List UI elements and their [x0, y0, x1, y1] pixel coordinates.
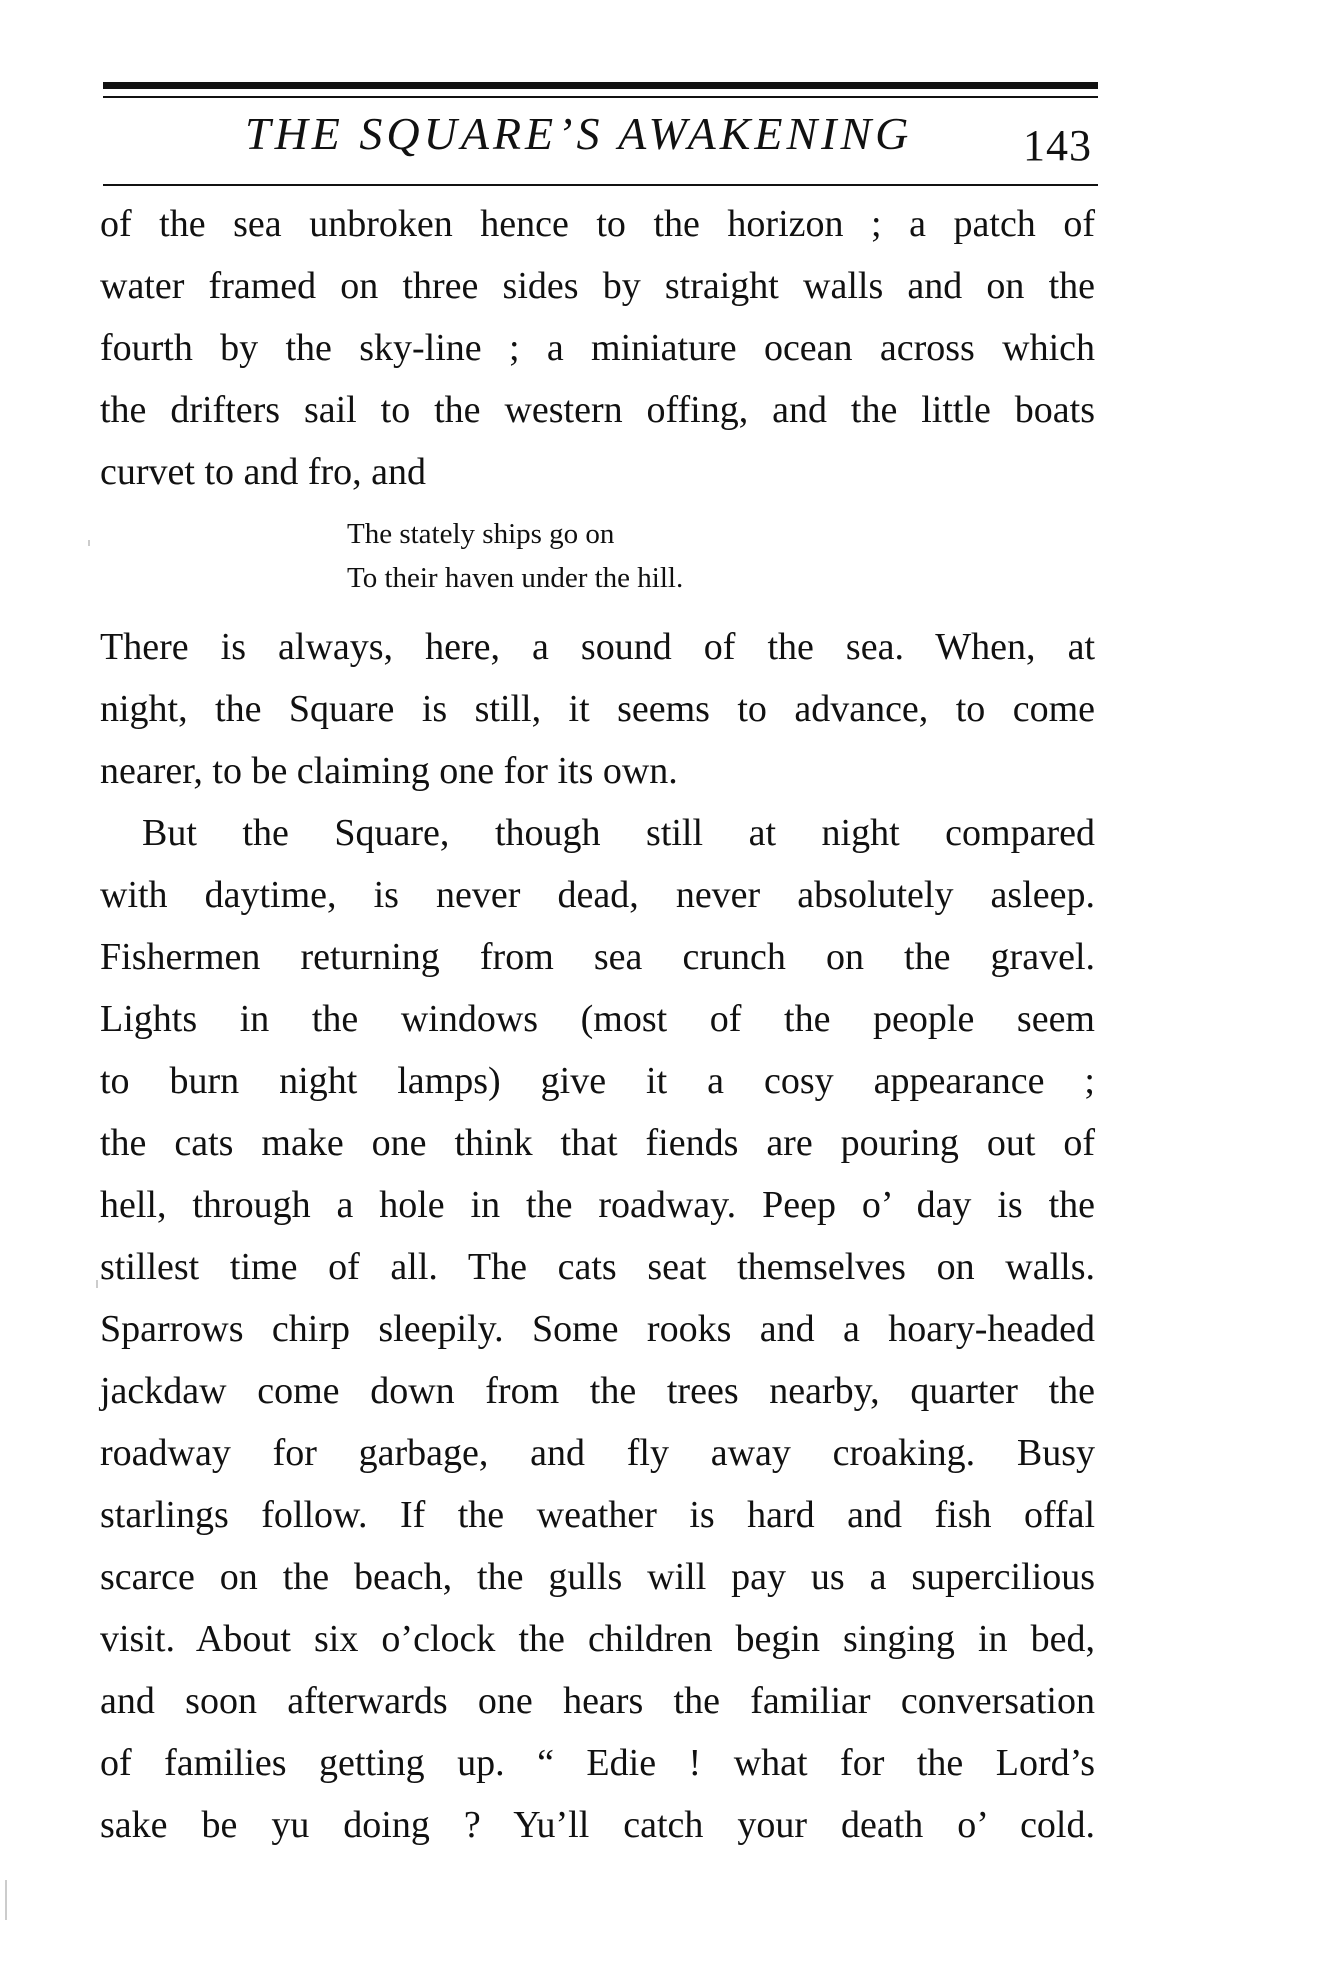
- text-line: nearer, to be claiming one for its own.: [100, 750, 678, 792]
- page-number: 143: [1023, 121, 1092, 170]
- scan-mark: [96, 1280, 98, 1288]
- text-line: with daytime, is never dead, never absolutely asleep.: [100, 874, 1095, 916]
- verse-line: To their haven under the hill.: [347, 562, 684, 594]
- text-line: visit. About six o’clock the children begin singing in bed,: [100, 1618, 1095, 1660]
- scan-mark: [88, 540, 90, 546]
- text-line: of the sea unbroken hence to the horizon ; a patch of: [100, 203, 1095, 245]
- running-title: THE SQUARE’S AWAKENING: [245, 108, 913, 159]
- text-line: the drifters sail to the western offing, and the little boats: [100, 389, 1095, 431]
- text-line: roadway for garbage, and fly away croaking. Busy: [100, 1432, 1095, 1474]
- text-line: to burn night lamps) give it a cosy appearance ;: [100, 1060, 1095, 1102]
- scan-mark: [5, 1880, 7, 1920]
- text-line: Fishermen returning from sea crunch on the gravel.: [100, 936, 1095, 978]
- text-line: fourth by the sky-line ; a miniature ocean across which: [100, 327, 1095, 369]
- text-line: curvet to and fro, and: [100, 451, 427, 493]
- text-line: starlings follow. If the weather is hard and fish offal: [100, 1494, 1095, 1536]
- text-line: water framed on three sides by straight walls and on the: [100, 265, 1095, 307]
- text-line: the cats make one think that fiends are pouring out of: [100, 1122, 1095, 1164]
- text-line: scarce on the beach, the gulls will pay us a supercilious: [100, 1556, 1095, 1598]
- text-line: of families getting up. “ Edie ! what for the Lord’s: [100, 1742, 1095, 1784]
- text-line: But the Square, though still at night compared: [142, 812, 1095, 854]
- text-line: Sparrows chirp sleepily. Some rooks and a hoary-headed: [100, 1308, 1095, 1350]
- text-line: sake be yu doing ? Yu’ll catch your death o’ cold.: [100, 1804, 1095, 1846]
- text-line: and soon afterwards one hears the familiar conversation: [100, 1680, 1095, 1722]
- text-line: stillest time of all. The cats seat themselves on walls.: [100, 1246, 1095, 1288]
- header-rule-thick: [103, 82, 1098, 89]
- text-line: night, the Square is still, it seems to advance, to come: [100, 688, 1095, 730]
- header-rule-thin: [103, 96, 1098, 98]
- verse-line: The stately ships go on: [347, 518, 615, 550]
- text-line: There is always, here, a sound of the sea. When, at: [100, 626, 1095, 668]
- text-line: hell, through a hole in the roadway. Peep o’ day is the: [100, 1184, 1095, 1226]
- text-line: Lights in the windows (most of the people seem: [100, 998, 1095, 1040]
- text-line: jackdaw come down from the trees nearby, quarter the: [100, 1370, 1095, 1412]
- header-rule-bottom: [103, 184, 1098, 186]
